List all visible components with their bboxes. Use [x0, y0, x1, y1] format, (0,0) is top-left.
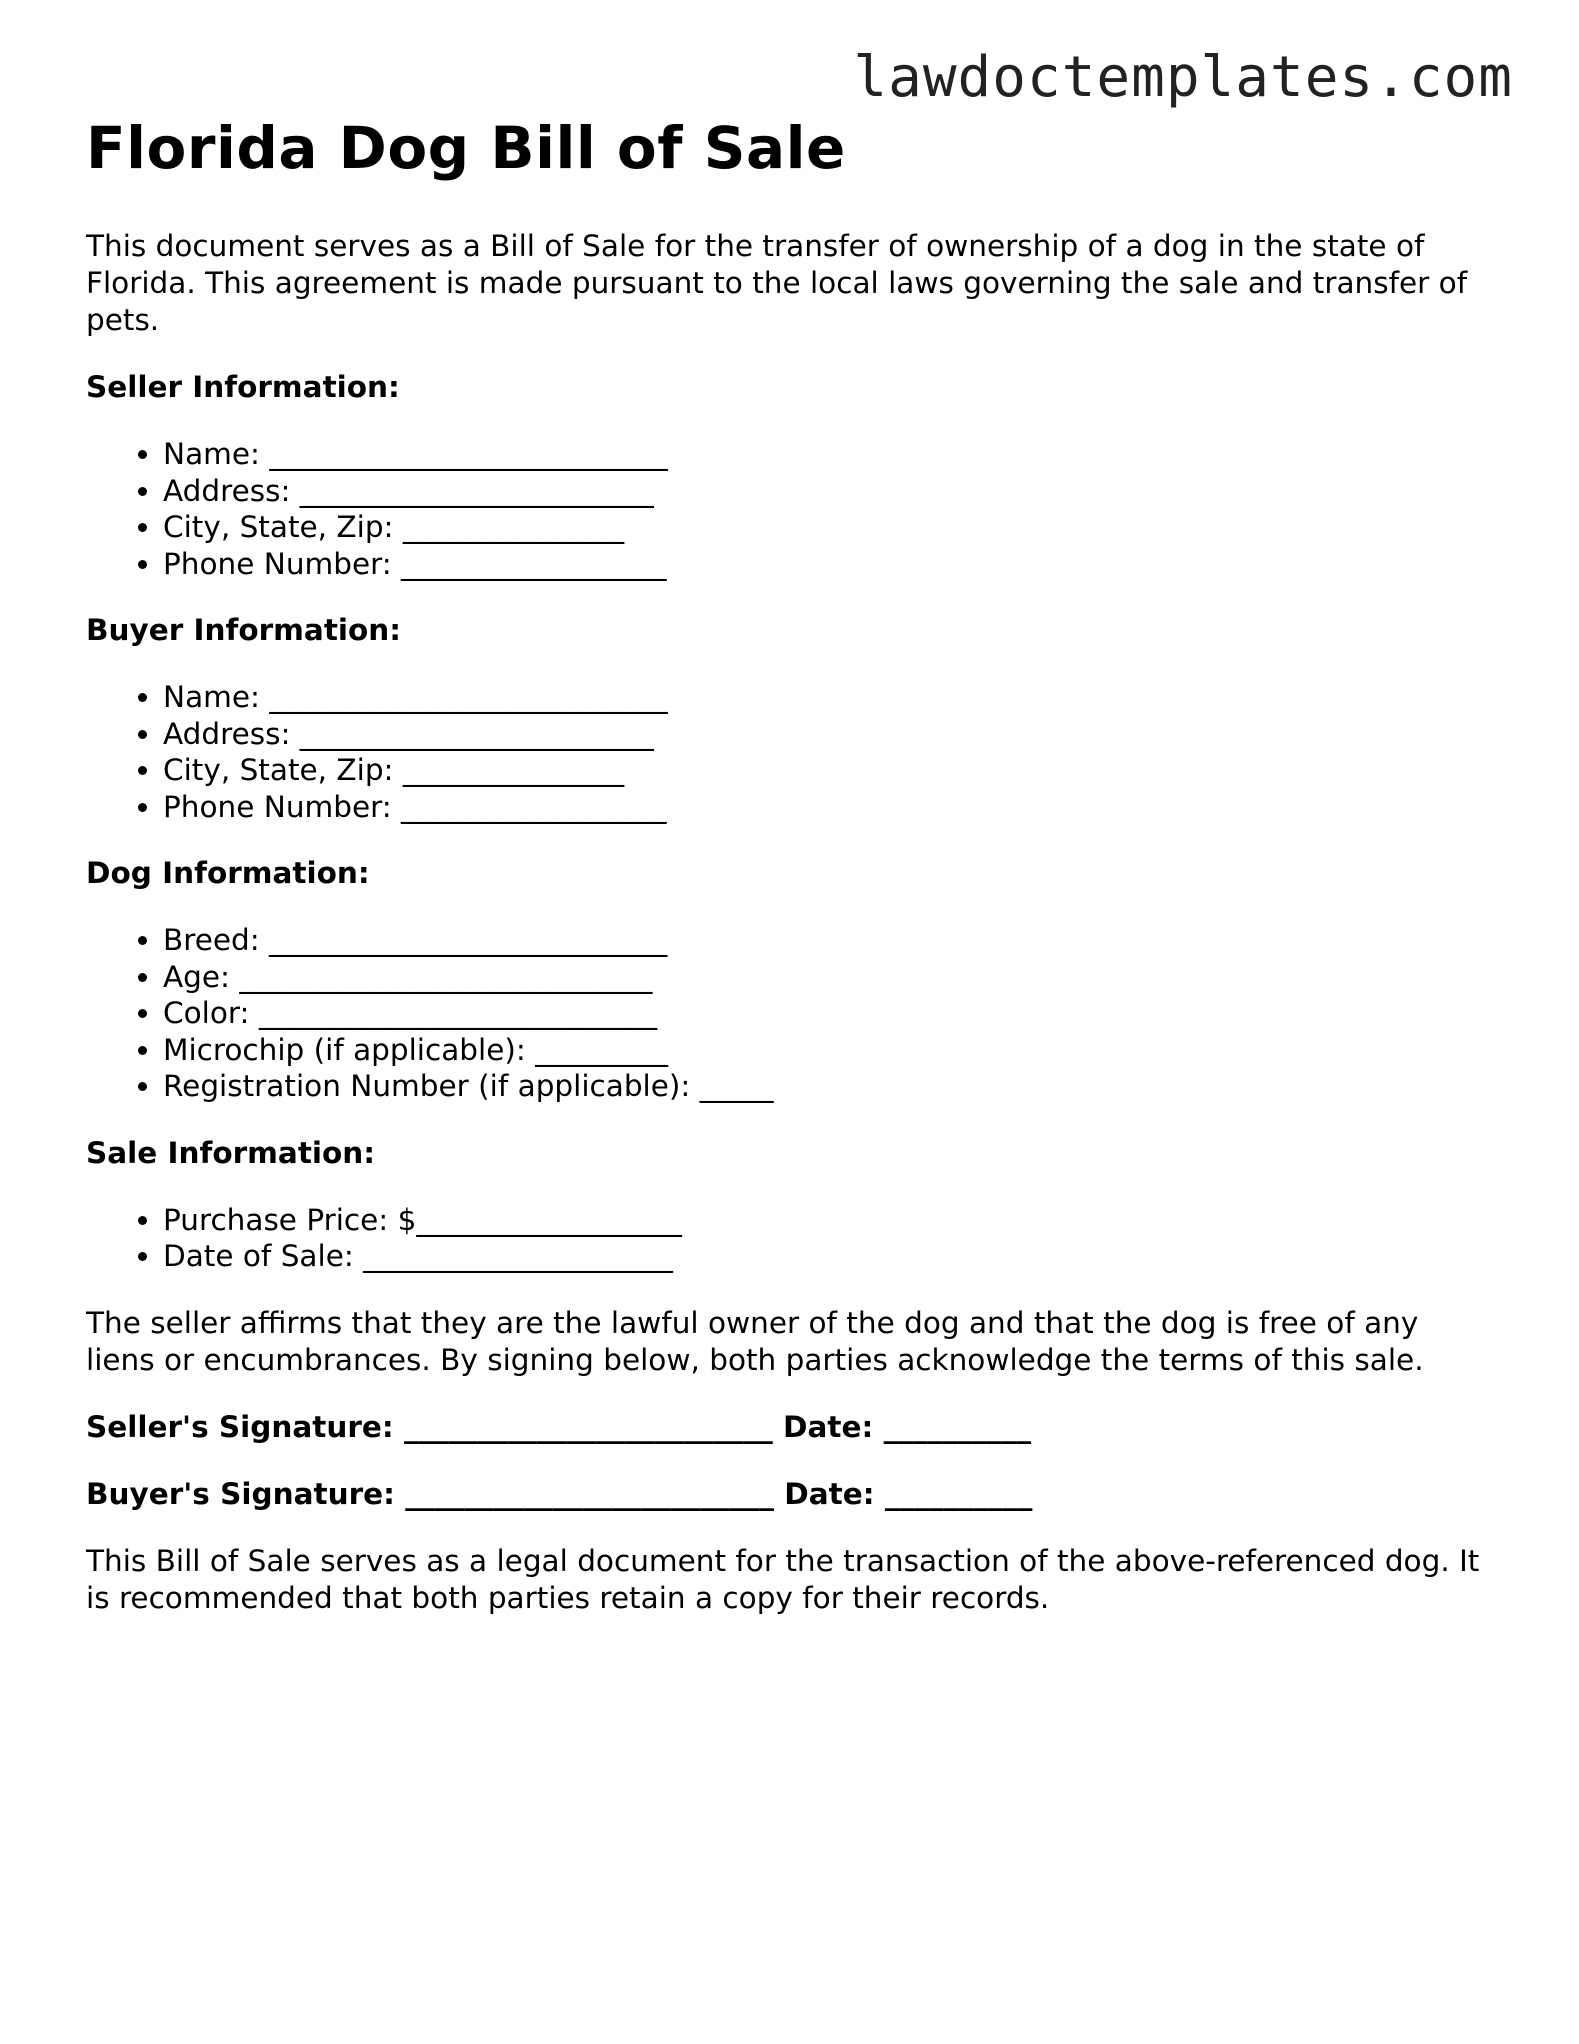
list-item[interactable]: • Purchase Price: $__________________ [163, 1202, 1496, 1239]
list-item[interactable]: • Address: ________________________ [163, 716, 1496, 753]
seller-signature-text: Seller's Signature: _________________________ Date: __________ [86, 1409, 1032, 1444]
list-item[interactable]: • Registration Number (if applicable): _____ [163, 1068, 1496, 1105]
intro-paragraph: This document serves as a Bill of Sale for the transfer of ownership of a dog in the state of Florida. This agreement is made pursuant to the local laws governing the sale and transfer of pets. [86, 229, 1468, 337]
buyer-signature-text: Buyer's Signature: _________________________ Date: __________ [86, 1476, 1033, 1511]
sale-section-heading: Sale Information: [86, 1135, 376, 1170]
page-title: Florida Dog Bill of Sale [86, 114, 846, 182]
list-item[interactable]: • Microchip (if applicable): _________ [163, 1032, 1496, 1069]
list-item[interactable]: • City, State, Zip: _______________ [163, 509, 1496, 546]
sale-fields-list [86, 1202, 1496, 1275]
seller-signature-line[interactable] [86, 1409, 1496, 1446]
watermark: lawdoctemplates.com [853, 45, 1513, 110]
dog-fields-list [86, 922, 1496, 1105]
list-item[interactable]: • Phone Number: __________________ [163, 789, 1496, 826]
dog-section-heading: Dog Information: [86, 856, 370, 890]
list-item[interactable]: • City, State, Zip: _______________ [163, 752, 1496, 789]
buyer-signature-line[interactable] [86, 1476, 1496, 1513]
list-item[interactable]: • Age: ____________________________ [163, 959, 1496, 996]
list-item[interactable]: • Phone Number: __________________ [163, 546, 1496, 583]
list-item[interactable]: • Date of Sale: _____________________ [163, 1238, 1496, 1275]
list-item[interactable]: • Name: ___________________________ [163, 436, 1496, 473]
document-body [86, 112, 1496, 1617]
list-item[interactable]: • Breed: ___________________________ [163, 922, 1496, 959]
list-item[interactable]: • Name: ___________________________ [163, 679, 1496, 716]
final-paragraph: This Bill of Sale serves as a legal document for the transaction of the above-referenced dog. It is recommended that both parties retain a copy for their records. [86, 1543, 1480, 1615]
buyer-section-heading: Buyer Information: [86, 613, 402, 647]
seller-section-heading: Seller Information: [86, 370, 400, 404]
list-item[interactable]: • Color: ___________________________ [163, 995, 1496, 1032]
list-item[interactable]: • Address: ________________________ [163, 473, 1496, 510]
seller-fields-list [86, 436, 1496, 582]
buyer-fields-list [86, 679, 1496, 825]
closing-paragraph: The seller affirms that they are the lawful owner of the dog and that the dog is free of any liens or encumbrances. By signing below, both parties acknowledge the terms of this sale. [86, 1305, 1424, 1377]
